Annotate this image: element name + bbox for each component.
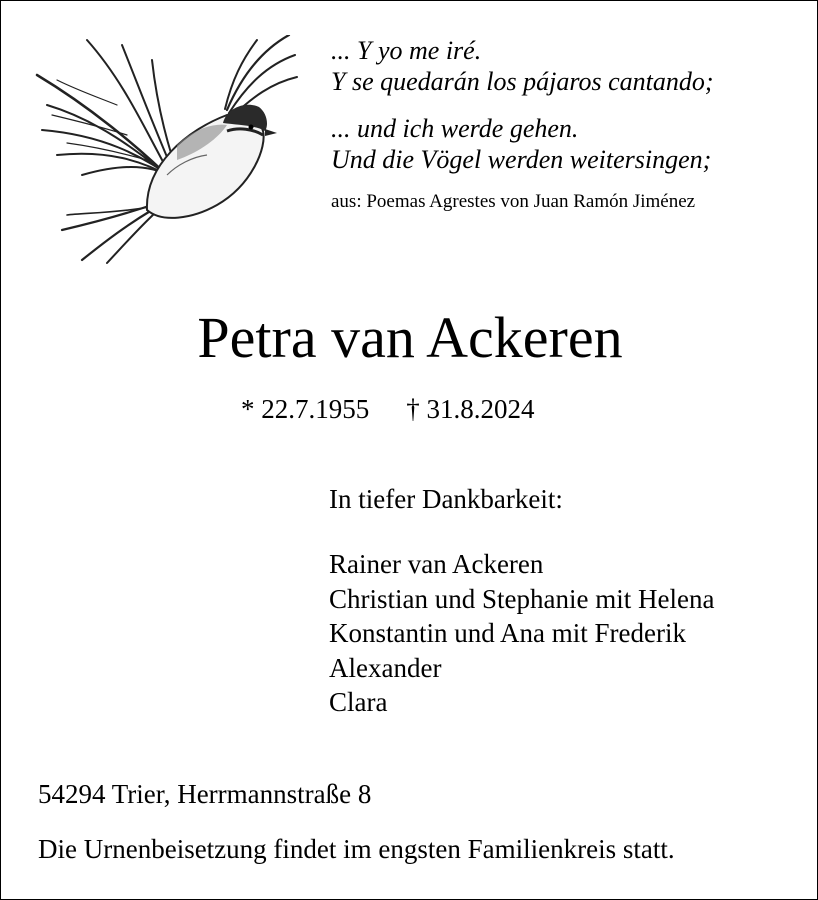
poem-line: Und die Vögel werden weitersingen; bbox=[331, 145, 712, 174]
death-date: † 31.8.2024 bbox=[406, 394, 535, 424]
poem-line: ... und ich werde gehen. bbox=[331, 114, 579, 143]
mourner-name: Clara bbox=[329, 687, 388, 717]
birth-date: * 22.7.1955 bbox=[241, 394, 370, 424]
gratitude-heading: In tiefer Dankbarkeit: bbox=[329, 484, 563, 514]
poem-stanza-spanish bbox=[331, 35, 801, 97]
burial-notice: Die Urnenbeisetzung findet im engsten Familienkreis statt. bbox=[38, 834, 675, 864]
mourner-name: Christian und Stephanie mit Helena bbox=[329, 583, 715, 614]
poem-stanza-german bbox=[331, 113, 801, 175]
family-address: 54294 Trier, Herrmannstraße 8 bbox=[38, 779, 372, 809]
poem-block bbox=[331, 35, 801, 213]
deceased-name: Petra van Ackeren bbox=[197, 305, 623, 370]
mourners-list bbox=[329, 547, 714, 720]
mourner-name: Konstantin und Ana mit Frederik bbox=[329, 618, 686, 648]
poem-line: ... Y yo me iré. bbox=[331, 36, 482, 65]
mourner-name: Rainer van Ackeren bbox=[329, 549, 544, 579]
poem-line: Y se quedarán los pájaros cantando; bbox=[331, 67, 714, 96]
poem-attribution: aus: Poemas Agrestes von Juan Ramón Jiménez bbox=[331, 191, 696, 212]
mourner-name: Alexander bbox=[329, 652, 442, 683]
life-dates bbox=[241, 394, 535, 425]
bird-illustration bbox=[27, 35, 299, 265]
